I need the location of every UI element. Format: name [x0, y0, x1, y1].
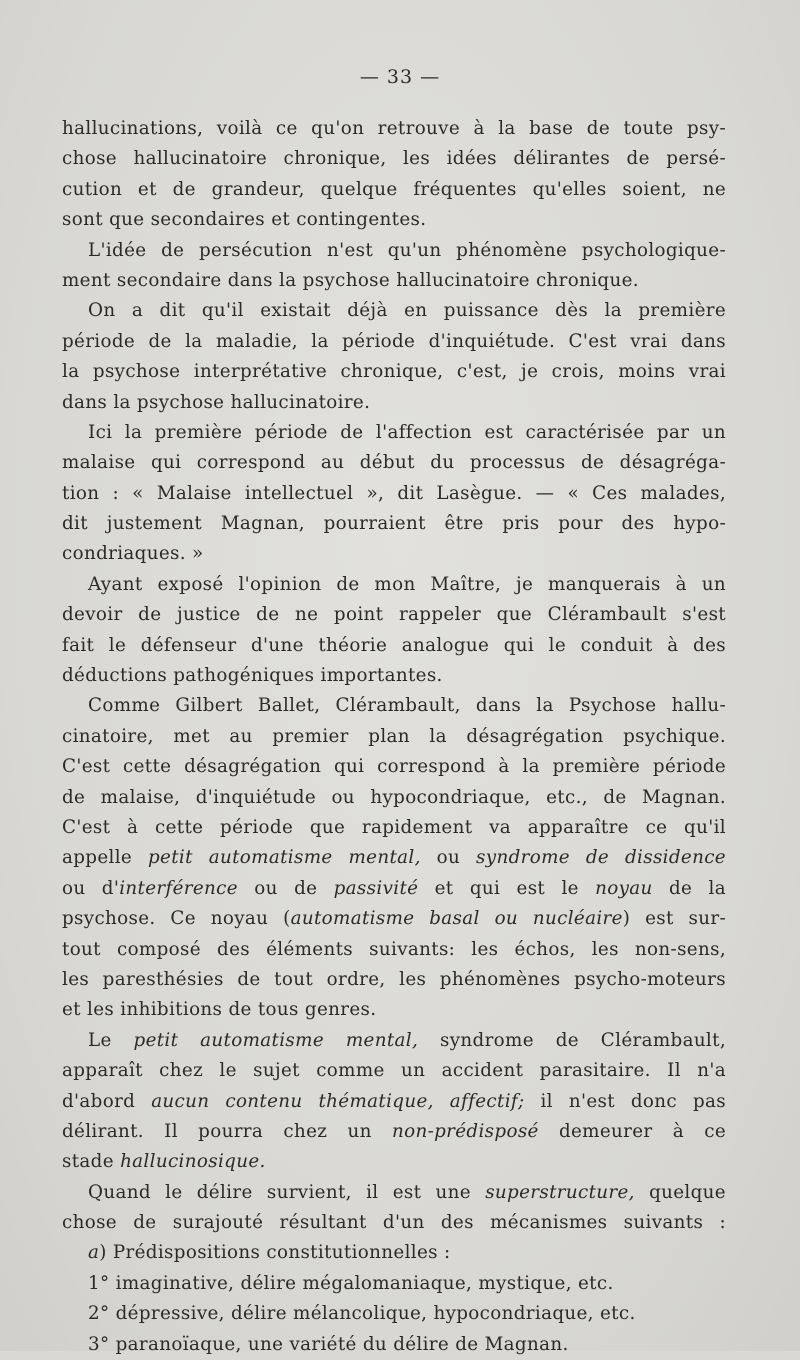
- text-span: ou: [420, 847, 477, 869]
- text-line: [62, 691, 726, 721]
- text-span: syndrome de Clérambault,: [418, 1029, 726, 1051]
- text-line: [62, 813, 726, 843]
- text-line: [62, 1117, 726, 1147]
- text-span: Ici la première période de l'affection est caractérisée par un: [88, 421, 726, 443]
- text-span: malaise qui correspond au début du processus de désagréga-: [62, 452, 726, 474]
- text-line: [62, 1269, 726, 1299]
- text-span: fait le défenseur d'une théorie analogue qui le conduit à des: [62, 634, 726, 656]
- text-span: ou de: [237, 877, 334, 899]
- italic-text: petit automatisme mental,: [133, 1029, 419, 1051]
- italic-text: non-prédisposé: [391, 1120, 539, 1142]
- italic-text: interférence: [119, 877, 238, 899]
- text-line: [62, 418, 726, 448]
- text-span: sont que secondaires et contingentes.: [62, 209, 427, 231]
- text-span: ) est sur-: [622, 908, 726, 930]
- text-span: tout composé des éléments suivants: les échos, les non-sens,: [62, 938, 726, 960]
- text-line: [62, 874, 726, 904]
- text-line: [62, 1299, 726, 1329]
- body-text: [62, 114, 726, 1360]
- text-line: [62, 114, 726, 144]
- text-span: condriaques. »: [62, 543, 204, 565]
- italic-text: a: [88, 1242, 100, 1264]
- text-span: devoir de justice de ne point rappeler que Clérambault s'est: [62, 604, 726, 626]
- text-span: dit justement Magnan, pourraient être pris pour des hypo-: [62, 513, 726, 535]
- text-span: quelque: [634, 1181, 726, 1203]
- italic-text: noyau: [595, 877, 653, 899]
- text-line: [62, 843, 726, 873]
- text-span: Ayant exposé l'opinion de mon Maître, je manquerais à un: [88, 573, 726, 595]
- text-span: tion : « Malaise intellectuel », dit Lasègue. — « Ces malades,: [62, 482, 726, 504]
- text-span: de malaise, d'inquiétude ou hypocondriaque, etc., de Magnan.: [62, 786, 726, 808]
- text-span: les paresthésies de tout ordre, les phénomènes psycho-moteurs: [62, 968, 726, 990]
- text-line: [62, 1147, 726, 1177]
- italic-text: aucun contenu thématique, affectif;: [151, 1090, 525, 1112]
- text-span: apparaît chez le sujet comme un accident parasitaire. Il n'a: [62, 1060, 726, 1082]
- text-span: Comme Gilbert Ballet, Clérambault, dans la Psychose hallu-: [88, 695, 726, 717]
- text-line: [62, 205, 726, 235]
- page-number: — 33 —: [359, 66, 441, 88]
- text-span: 1° imaginative, délire mégalomaniaque, mystique, etc.: [88, 1272, 614, 1294]
- text-line: [62, 935, 726, 965]
- text-span: L'idée de persécution n'est qu'un phénomène psychologique-: [88, 239, 726, 261]
- text-span: période de la maladie, la période d'inquiétude. C'est vrai dans: [62, 330, 726, 352]
- text-line: [62, 1208, 726, 1238]
- text-line: [62, 570, 726, 600]
- text-span: dans la psychose hallucinatoire.: [62, 391, 371, 413]
- text-span: cution et de grandeur, quelque fréquentes qu'elles soient, ne: [62, 178, 726, 200]
- text-line: [62, 1026, 726, 1056]
- text-span: cinatoire, met au premier plan la désagrégation psychique.: [62, 725, 726, 747]
- text-span: hallucinations, voilà ce qu'on retrouve à la base de toute psy-: [62, 118, 726, 139]
- text-line: [62, 752, 726, 782]
- text-span: 3° paranoïaque, une variété du délire de Magnan.: [88, 1333, 569, 1355]
- text-line: [62, 904, 726, 934]
- text-line: [62, 388, 726, 418]
- text-line: [62, 631, 726, 661]
- text-line: [62, 783, 726, 813]
- text-line: [62, 144, 726, 174]
- text-line: [62, 236, 726, 266]
- text-line: [62, 661, 726, 691]
- text-line: [62, 995, 726, 1025]
- italic-text: superstructure,: [485, 1181, 635, 1203]
- text-line: [62, 357, 726, 387]
- text-span: délirant. Il pourra chez un: [62, 1120, 392, 1142]
- text-span: et qui est le: [418, 877, 596, 899]
- text-span: ment secondaire dans la psychose hallucinatoire chronique.: [62, 269, 639, 291]
- text-span: d'abord: [62, 1090, 152, 1112]
- text-line: [62, 1087, 726, 1117]
- text-span: On a dit qu'il existait déjà en puissance dès la première: [88, 300, 726, 322]
- text-line: [62, 1056, 726, 1086]
- text-line: [62, 327, 726, 357]
- text-span: 2° dépressive, délire mélancolique, hypocondriaque, etc.: [88, 1303, 636, 1325]
- text-line: [62, 965, 726, 995]
- text-line: [62, 296, 726, 326]
- text-span: stade: [62, 1151, 121, 1173]
- text-span: Quand le délire survient, il est une: [88, 1181, 486, 1203]
- text-span: et les inhibitions de tous genres.: [62, 999, 377, 1021]
- text-span: chose hallucinatoire chronique, les idées délirantes de persé-: [62, 148, 726, 170]
- text-span: psychose. Ce noyau (: [62, 908, 291, 930]
- text-span: déductions pathogéniques importantes.: [62, 665, 443, 687]
- text-line: [62, 448, 726, 478]
- text-span: de la: [652, 877, 726, 899]
- italic-text: hallucinosique.: [120, 1151, 266, 1173]
- text-line: [62, 266, 726, 296]
- text-line: [62, 722, 726, 752]
- text-line: [62, 1330, 726, 1360]
- text-span: C'est cette désagrégation qui correspond à la première période: [62, 756, 726, 778]
- text-span: chose de surajouté résultant d'un des mécanismes suivants :: [62, 1212, 726, 1234]
- text-line: [62, 1238, 726, 1268]
- text-span: C'est à cette période que rapidement va apparaître ce qu'il: [62, 816, 726, 838]
- italic-text: syndrome de dissidence: [476, 847, 726, 869]
- text-line: [62, 479, 726, 509]
- text-span: la psychose interprétative chronique, c'est, je crois, moins vrai: [62, 361, 726, 383]
- italic-text: petit automatisme mental,: [148, 847, 421, 869]
- text-span: appelle: [62, 847, 148, 869]
- italic-text: passivité: [333, 877, 419, 899]
- text-line: [62, 539, 726, 569]
- text-span: ) Prédispositions constitutionnelles :: [99, 1242, 451, 1264]
- text-span: il n'est donc pas: [524, 1090, 726, 1112]
- text-line: [62, 600, 726, 630]
- text-span: Le: [88, 1029, 134, 1051]
- italic-text: automatisme basal ou nucléaire: [290, 908, 623, 930]
- text-line: [62, 175, 726, 205]
- text-line: [62, 1178, 726, 1208]
- text-span: demeurer à ce: [538, 1120, 726, 1142]
- text-line: [62, 509, 726, 539]
- text-span: ou d': [62, 877, 120, 899]
